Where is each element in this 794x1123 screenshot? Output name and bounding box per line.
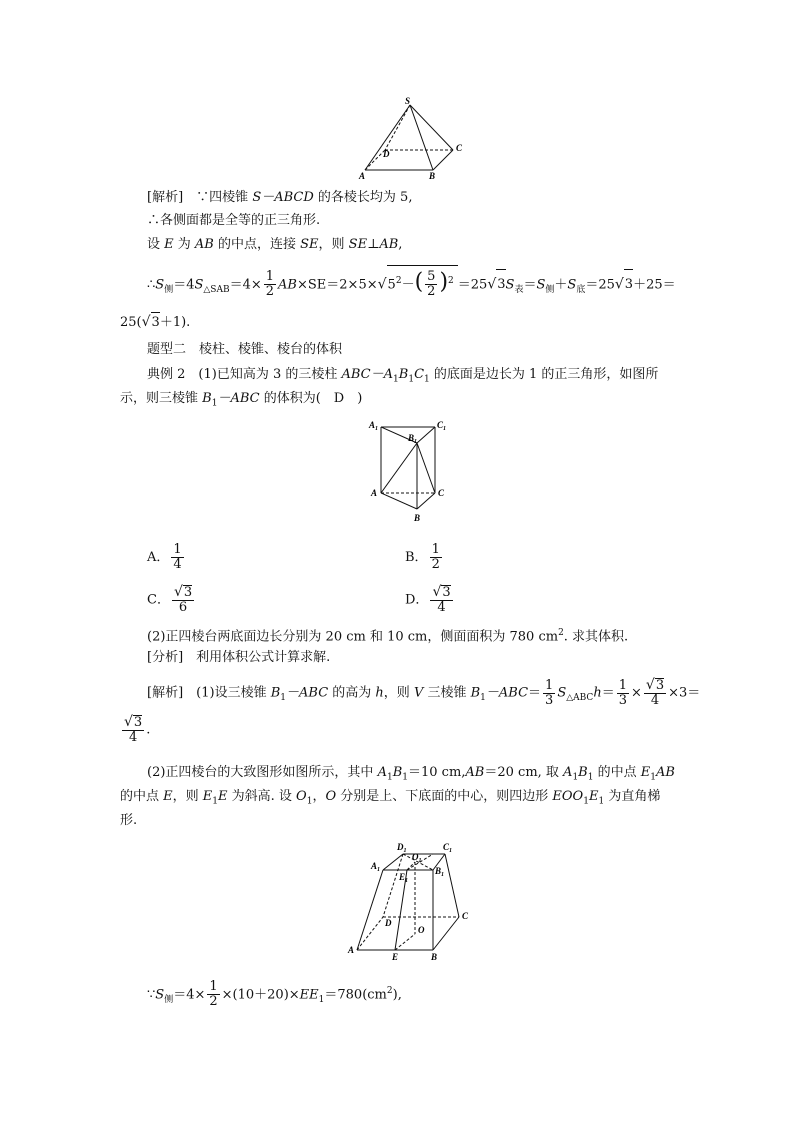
label-B1: $B_1$	[408, 433, 418, 445]
label-B: B	[431, 952, 438, 962]
label-D: D	[383, 149, 390, 159]
label-O: O	[418, 925, 425, 935]
label-S: S	[405, 96, 411, 106]
solution-2-line-3: (2)正四棱台的大致图形如图所示，其中 $A_1B_1=10$ cm,AB＝20 cm, 取 $A_1B_1$ 的中点 $E_1AB$	[147, 765, 675, 783]
solution-2-line-5: 形.	[120, 813, 138, 828]
section-title: 题型二 棱柱、棱锥、棱台的体积	[147, 342, 343, 357]
solution-2-line-1: [解析] (1)设三棱锥 $B_1-ABC$ 的高为 h，则 V 三棱锥 $B_1-ABC=$ $\frac{1}{3}$ $S_{\triangle ABC}h=$ $\frac{1}{3}$ × $\frac{√3}{4}$ ×3＝	[147, 677, 701, 708]
label-A: A	[348, 945, 355, 955]
label-B: B	[429, 171, 436, 180]
example-line-1: 典例 2 (1)已知高为 3 的三棱柱 $ABC-A_1B_1C_1$ 的底面是边长为 1 的正三角形，如图所	[147, 367, 659, 385]
label-B1: $B_1$	[435, 866, 445, 878]
option-b: B． $\frac{1}{2}$	[405, 542, 440, 572]
example-line-2: 示，则三棱锥 $B_1-ABC$ 的体积为( D )	[120, 391, 363, 409]
label-E1: $E_1$	[399, 872, 409, 884]
label-C1: $C_1$	[443, 842, 453, 854]
question-2: (2)正四棱台两底面边长分别为 20 cm 和 10 cm，侧面面积为 780 $cm^2$. 求其体积.	[147, 628, 629, 645]
label-C: C	[462, 911, 469, 921]
label-E: E	[392, 952, 399, 962]
pyramid-figure	[355, 95, 470, 180]
label-C: C	[456, 143, 463, 153]
label-D1: $D_1$	[397, 842, 407, 854]
label-B: B	[414, 513, 421, 523]
prism-figure	[365, 415, 455, 530]
option-d: D． $\frac{√3}{4}$	[405, 584, 451, 615]
label-A1: $A_1$	[371, 861, 381, 873]
solution-line-4-formula: $\therefore S_侧=4S_{\triangle SAB}=4\times$ $\frac{1}{2}$ $AB\times SE=2\times 5\times√5^2-$( $\frac{5}{2}$ )$^2 =25√3S_表=S_侧+S_底=25√3+25=$	[147, 265, 676, 305]
label-A: A	[359, 171, 366, 180]
label-D: D	[385, 918, 392, 928]
option-c: C． $\frac{√3}{6}$	[147, 584, 193, 615]
label-O1: $O_1$	[412, 852, 422, 864]
analysis-line: [分析] 利用体积公式计算求解.	[147, 650, 331, 665]
label-C1: $C_1$	[437, 420, 447, 432]
label-A: A	[371, 488, 378, 498]
final-equation: $\because S_侧=4\times$ $\frac{1}{2}$ $\times(10+20)\times EE_1=780(cm^2)$,	[147, 979, 402, 1010]
label-A1: $A_1$	[369, 420, 379, 432]
frustum-figure	[345, 838, 475, 963]
solution-2-line-4: 的中点 E，则 $E_1E$ 为斜高. 设 $O_1$，O 分别是上、下底面的中心，则四边形 $EOO_1E_1$ 为直角梯	[120, 789, 661, 807]
solution-line-3: 设 E 为 AB 的中点，连接 SE，则 SE⊥AB,	[147, 237, 403, 252]
label-C: C	[438, 488, 445, 498]
solution-line-1: [解析] ∵四棱锥 S－ABCD 的各棱长均为 5,	[147, 190, 413, 205]
solution-line-2: ∴各侧面都是全等的正三角形.	[147, 213, 321, 228]
option-a: A． $\frac{1}{4}$	[147, 542, 182, 572]
solution-2-line-2: $\frac{√3}{4}$ .	[124, 714, 151, 745]
solution-line-5: 25(√3＋1).	[120, 312, 190, 333]
